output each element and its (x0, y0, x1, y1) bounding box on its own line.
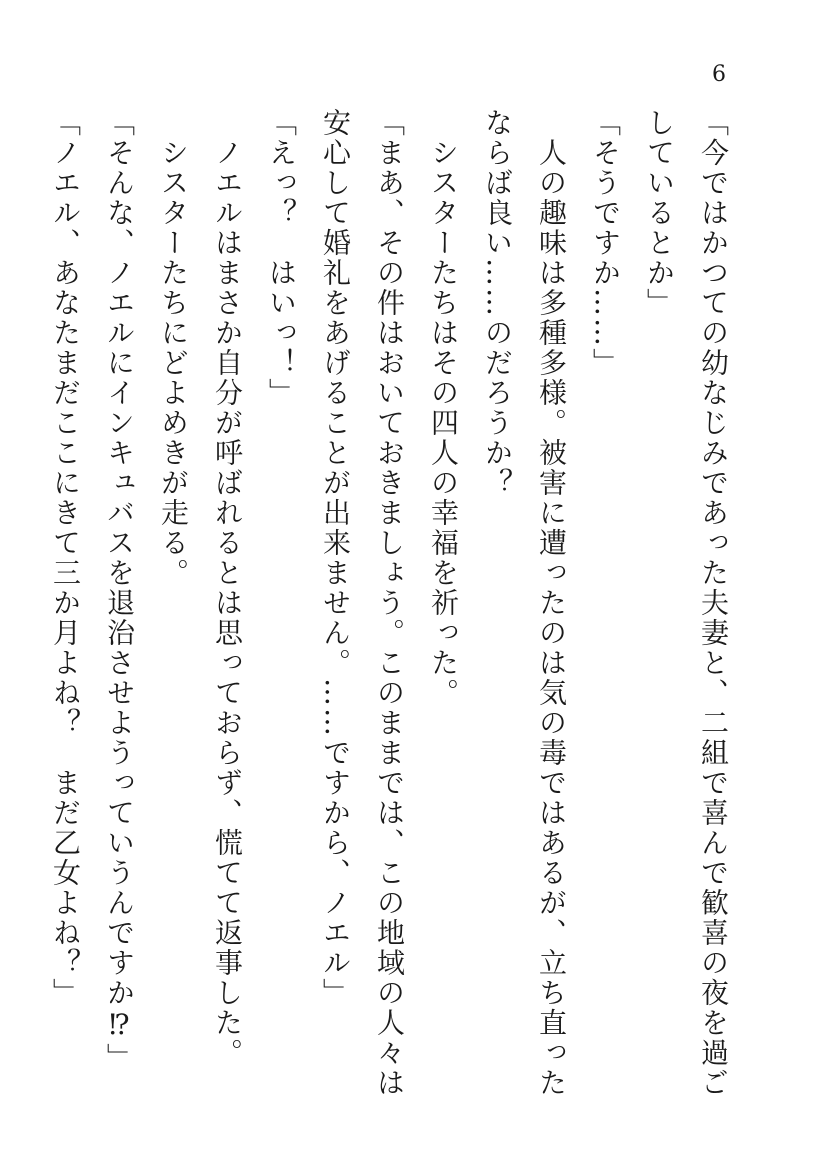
vertical-text-body (49, 108, 740, 1108)
paragraph: 「そうですか……」 (589, 108, 622, 378)
paragraph: 「まあ、その件はおいておきましょう。このままでは、この地域の人々は安心して婚礼をあげることが出来ません。……ですから、ノエル」 (319, 108, 406, 1098)
paragraph: 人の趣味は多種多様。被害に遭ったのは気の毒ではあるが、立ち直ったならば良い……のだろうか？ (481, 108, 568, 1098)
paragraph: ノエルはまさか自分が呼ばれるとは思っておらず、慌てて返事した。 (211, 108, 244, 1068)
page-number: 6 (712, 62, 726, 87)
paragraph: 「えっ？ はいっ！」 (265, 108, 298, 408)
paragraph: シスターたちにどよめきが走る。 (157, 108, 190, 588)
paragraph: 「今ではかつての幼なじみであった夫妻と、二組で喜んで歓喜の夜を過ごしているとか」 (643, 108, 730, 1098)
paragraph: シスターたちはその四人の幸福を祈った。 (427, 108, 460, 708)
paragraph: 「そんな、ノエルにインキュバスを退治させようっていうんですか⁉」 (103, 108, 136, 1073)
paragraph: 「ノエル、あなたまだここにきて三か月よね？ まだ乙女よね？」 (49, 108, 82, 1008)
